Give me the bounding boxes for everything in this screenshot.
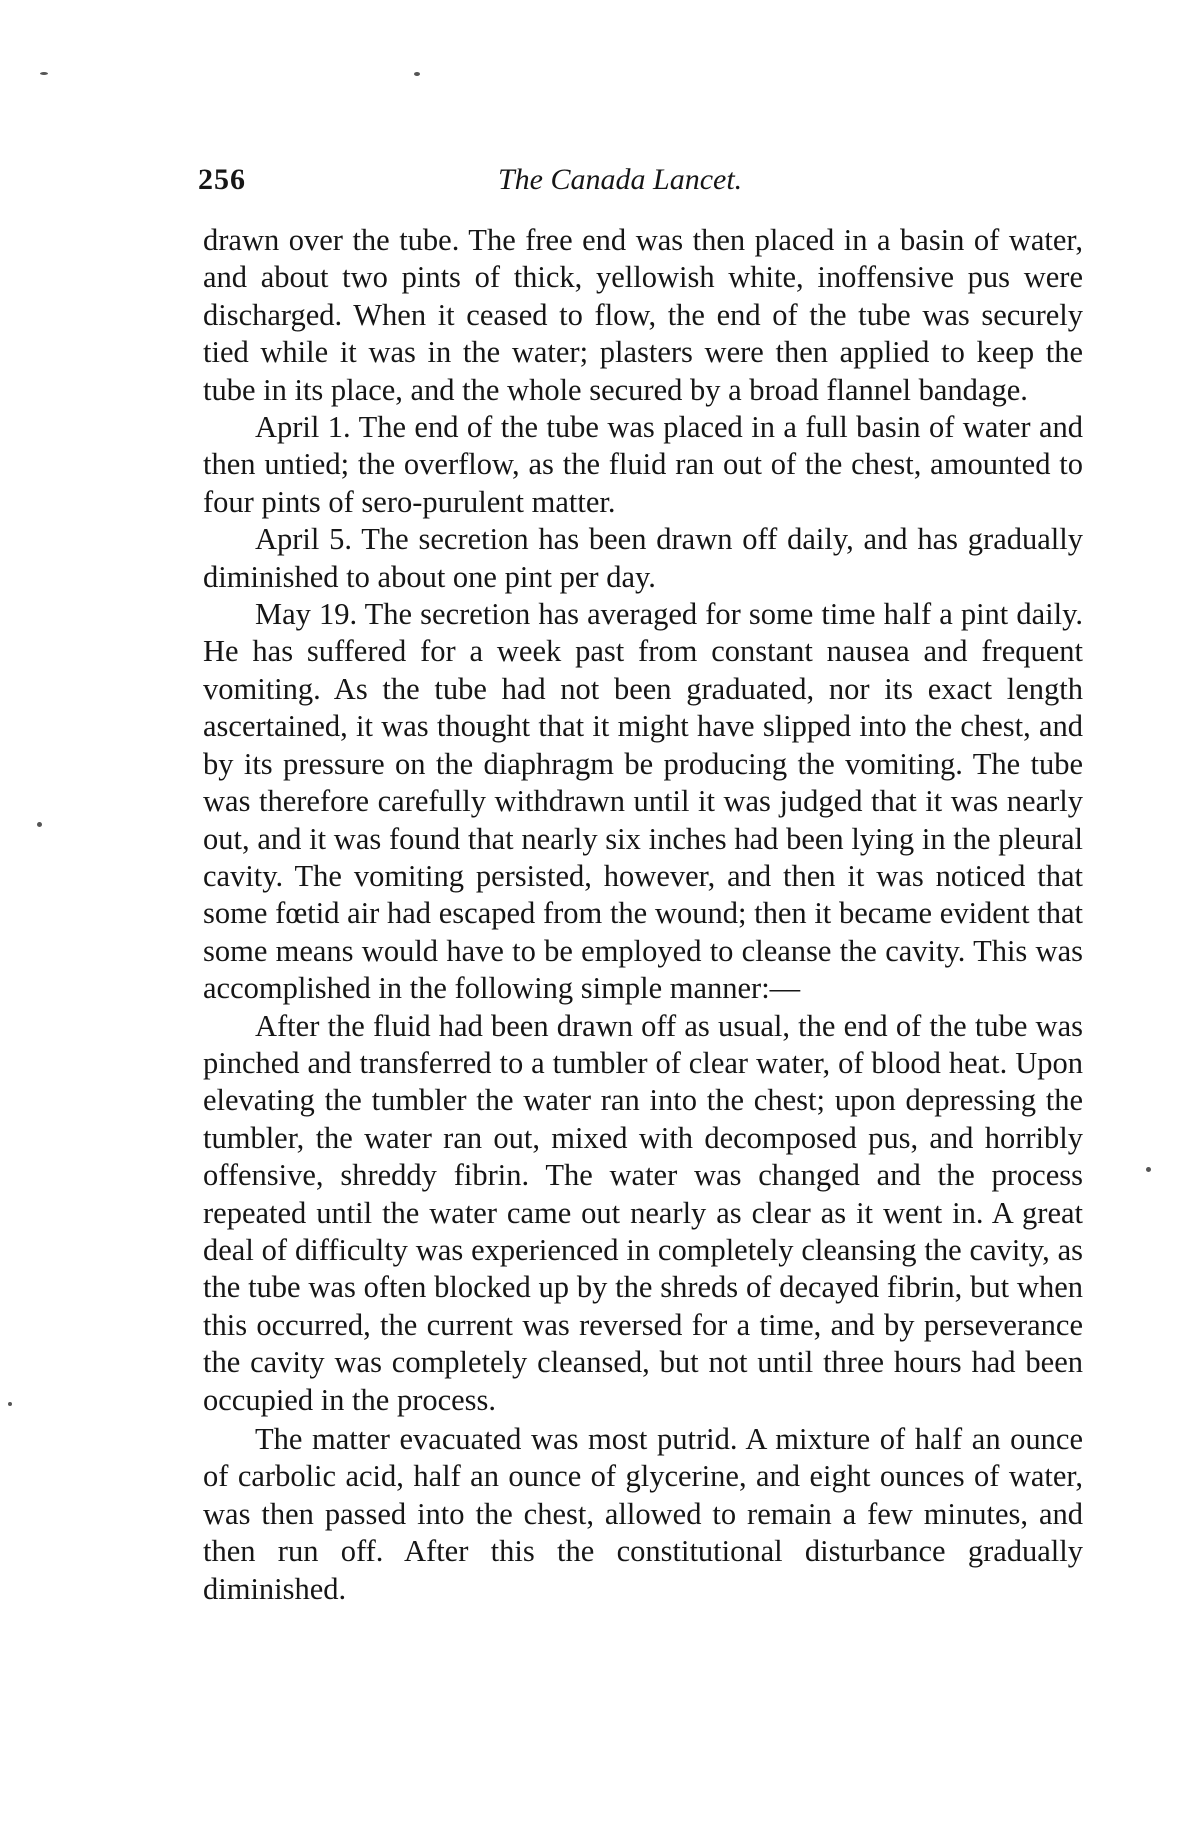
specks (414, 72, 420, 76)
paragraph-continuation: drawn over the tube. The free end was then placed in a basin of water, and about two pints of thick, yellowish white, inoffensive pus were discharged. When it ceased to flow, the end of the tube was securely tied while it was in the water; plasters were then applied to keep the tube in its place, and the whole secured by a broad flannel bandage. (203, 223, 1083, 407)
specks (40, 72, 48, 75)
paragraph-outcome: The matter evacuated was most putrid. A mixture of half an ounce of carbolic acid, half an ounce of glycerine, and eight ounces of water, was then passed into the chest, allowed to remain a few minutes, and then run off. After this the constitutional disturbance gradually diminished. (203, 1422, 1083, 1606)
paragraph-may-19: May 19. The secretion has averaged for some time half a pint daily. He has suffered for a week past from constant nausea and frequent vomiting. As the tube had not been graduated, nor its exact length ascertained, it was thought that it might have slipped into the chest, and by its pressure on the diaphragm be producing the vomiting. The tube was therefore carefully withdrawn until it was judged that it was nearly out, and it was found that nearly six inches had been lying in the pleural cavity. The vomiting persisted, however, and then it was noticed that some fœtid air had escaped from the wound; then it became evident that some means would have to be employed to cleanse the cavity. This was accomplished in the following simple manner:— (203, 597, 1083, 1006)
page-number: 256 (198, 163, 246, 196)
running-title: The Canada Lancet. (498, 163, 743, 196)
paragraph-april-1: April 1. The end of the tube was placed in a full basin of water and then untied; the overflow, as the fluid ran out of the chest, amounted to four pints of sero-purulent matter. (203, 410, 1083, 519)
article-body (203, 222, 1083, 1608)
specks (37, 822, 42, 827)
paragraph-procedure: After the fluid had been drawn off as usual, the end of the tube was pinched and transferred to a tumbler of clear water, of blood heat. Upon elevating the tumbler the water ran into the chest; upon depressing the tumbler, the water ran out, mixed with decomposed pus, and horribly offensive, shreddy fibrin. The water was changed and the process repeated until the water came out nearly as clear as it went in. A great deal of difficulty was experienced in completely cleansing the cavity, as the tube was often blocked up by the shreds of decayed fibrin, but when this occurred, the current was reversed for a time, and by perseverance the cavity was completely cleansed, but not until three hours had been occupied in the process. (203, 1008, 1083, 1417)
specks (8, 1402, 12, 1406)
specks (1146, 1167, 1151, 1172)
page-header (198, 158, 1078, 202)
paragraph-april-5: April 5. The secretion has been drawn off daily, and has gradually diminished to about one pint per day. (203, 522, 1083, 594)
